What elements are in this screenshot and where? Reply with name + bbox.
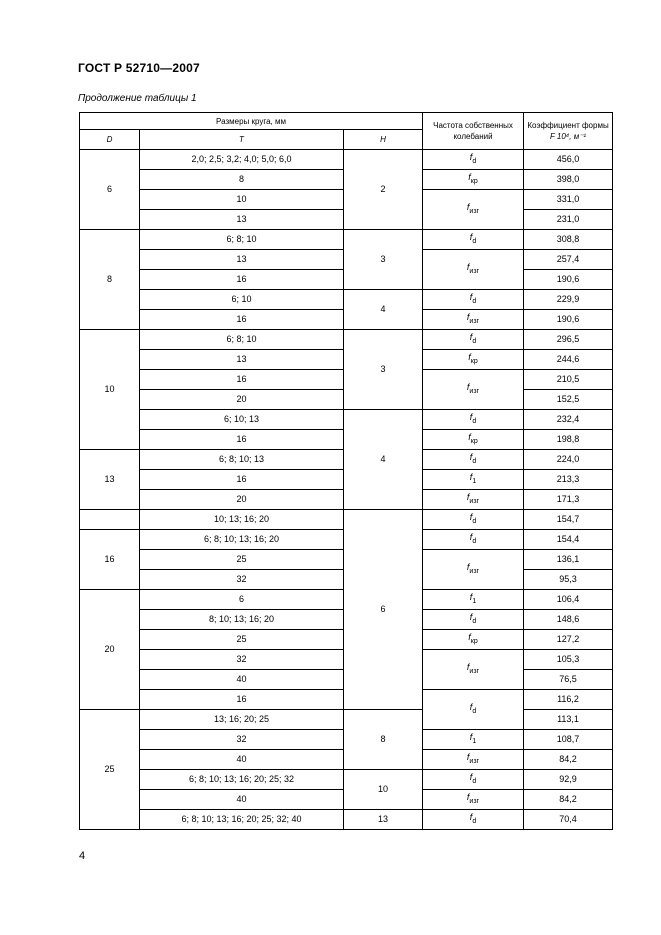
cell-frequency: $f_d$ [423,690,524,730]
cell-frequency: $f_{изг}$ [423,790,524,810]
cell-frequency: $f_{кр}$ [423,170,524,190]
cell-coefficient: 84,2 [524,790,613,810]
cell-coefficient: 152,5 [524,390,613,410]
cell-coefficient: 257,4 [524,250,613,270]
cell-frequency: $f_{изг}$ [423,650,524,690]
cell-coefficient: 105,3 [524,650,613,670]
cell-t: 13 [140,350,344,370]
cell-t: 32 [140,650,344,670]
cell-frequency: $f_{изг}$ [423,550,524,590]
cell-t: 25 [140,550,344,570]
cell-coefficient: 331,0 [524,190,613,210]
cell-coefficient: 127,2 [524,630,613,650]
cell-frequency: $f_d$ [423,230,524,250]
table-row [80,510,613,530]
cell-t: 20 [140,490,344,510]
cell-t: 6; 8; 10; 13; 16; 20; 25; 32 [140,770,344,790]
cell-t: 6; 8; 10 [140,330,344,350]
cell-t: 6; 10; 13 [140,410,344,430]
cell-t: 32 [140,570,344,590]
cell-frequency: $f_d$ [423,410,524,430]
table-row [80,150,613,170]
table-caption: Продолжение таблицы 1 [78,93,197,104]
header-coef-line1: Коэффициент формы [527,121,609,130]
header-coef-line2: F 10⁴, м⁻¹ [549,132,587,141]
cell-t: 13 [140,250,344,270]
cell-coefficient: 171,3 [524,490,613,510]
cell-coefficient: 148,6 [524,610,613,630]
cell-frequency: $f_1$ [423,470,524,490]
cell-frequency: $f_{кр}$ [423,630,524,650]
cell-h: 3 [344,230,423,290]
table-row [80,770,613,790]
cell-d: 25 [80,710,140,830]
cell-t: 16 [140,470,344,490]
header-t: T [140,130,344,150]
cell-t: 16 [140,310,344,330]
cell-coefficient: 84,2 [524,750,613,770]
dimensions-table [79,112,613,830]
cell-h: 10 [344,770,423,810]
cell-frequency: $f_d$ [423,450,524,470]
cell-frequency: $f_{кр}$ [423,430,524,450]
cell-t: 8; 10; 13; 16; 20 [140,610,344,630]
cell-coefficient: 190,6 [524,310,613,330]
cell-d: 13 [80,450,140,510]
cell-h: 4 [344,410,423,510]
cell-h: 13 [344,810,423,830]
cell-t: 16 [140,270,344,290]
cell-frequency: $f_{изг}$ [423,190,524,230]
cell-t: 40 [140,750,344,770]
cell-coefficient: 229,9 [524,290,613,310]
cell-t: 40 [140,670,344,690]
cell-coefficient: 190,6 [524,270,613,290]
cell-h: 2 [344,150,423,230]
cell-t: 6; 8; 10; 13 [140,450,344,470]
header-d: D [80,130,140,150]
cell-frequency: $f_d$ [423,330,524,350]
cell-coefficient: 76,5 [524,670,613,690]
cell-t: 6; 8; 10; 13; 16; 20 [140,530,344,550]
cell-coefficient: 154,7 [524,510,613,530]
cell-frequency: $f_1$ [423,590,524,610]
cell-coefficient: 210,5 [524,370,613,390]
cell-frequency: $f_{изг}$ [423,490,524,510]
cell-coefficient: 224,0 [524,450,613,470]
cell-frequency: $f_d$ [423,510,524,530]
cell-d: 6 [80,150,140,230]
cell-coefficient: 154,4 [524,530,613,550]
cell-h: 6 [344,510,423,710]
header-shape-coefficient [524,113,613,150]
cell-frequency: $f_1$ [423,730,524,750]
cell-d: 10 [80,330,140,450]
cell-coefficient: 398,0 [524,170,613,190]
cell-t: 8 [140,170,344,190]
cell-t: 13 [140,210,344,230]
cell-d: 16 [80,530,140,590]
cell-frequency: $f_{изг}$ [423,370,524,410]
cell-coefficient: 95,3 [524,570,613,590]
cell-t: 16 [140,430,344,450]
cell-coefficient: 116,2 [524,690,613,710]
cell-t: 32 [140,730,344,750]
cell-coefficient: 92,9 [524,770,613,790]
cell-t: 6; 8; 10; 13; 16; 20; 25; 32; 40 [140,810,344,830]
table-row [80,410,613,430]
cell-d: 8 [80,230,140,330]
cell-coefficient: 308,8 [524,230,613,250]
cell-d: 20 [80,590,140,710]
cell-t: 10; 13; 16; 20 [140,510,344,530]
cell-h: 8 [344,710,423,770]
table-row [80,710,613,730]
cell-t: 25 [140,630,344,650]
cell-frequency: $f_d$ [423,530,524,550]
cell-coefficient: 106,4 [524,590,613,610]
cell-t: 10 [140,190,344,210]
header-frequency: Частота собственных колебаний [423,113,524,150]
cell-coefficient: 456,0 [524,150,613,170]
cell-h: 4 [344,290,423,330]
cell-coefficient: 113,1 [524,710,613,730]
cell-frequency: $f_d$ [423,150,524,170]
cell-t: 6; 8; 10 [140,230,344,250]
cell-frequency: $f_d$ [423,770,524,790]
cell-frequency: $f_{изг}$ [423,250,524,290]
table-row [80,230,613,250]
cell-coefficient: 232,4 [524,410,613,430]
cell-frequency: $f_d$ [423,810,524,830]
header-circle-sizes: Размеры круга, мм [80,113,423,130]
cell-frequency: $f_{изг}$ [423,750,524,770]
cell-t: 40 [140,790,344,810]
cell-coefficient: 244,6 [524,350,613,370]
cell-coefficient: 70,4 [524,810,613,830]
cell-t: 16 [140,690,344,710]
cell-frequency: $f_d$ [423,290,524,310]
cell-coefficient: 198,8 [524,430,613,450]
page-number: 4 [79,850,86,862]
cell-t: 6; 10 [140,290,344,310]
cell-coefficient: 213,3 [524,470,613,490]
cell-t: 16 [140,370,344,390]
cell-h: 3 [344,330,423,410]
cell-coefficient: 296,5 [524,330,613,350]
cell-frequency: $f_{изг}$ [423,310,524,330]
cell-coefficient: 136,1 [524,550,613,570]
cell-d [80,510,140,530]
table-row [80,330,613,350]
cell-t: 20 [140,390,344,410]
header-h: H [344,130,423,150]
cell-coefficient: 108,7 [524,730,613,750]
cell-coefficient: 231,0 [524,210,613,230]
table-row [80,810,613,830]
cell-t: 2,0; 2,5; 3,2; 4,0; 5,0; 6,0 [140,150,344,170]
cell-frequency: $f_{кр}$ [423,350,524,370]
table-row [80,290,613,310]
cell-frequency: $f_d$ [423,610,524,630]
cell-t: 13; 16; 20; 25 [140,710,344,730]
cell-t: 6 [140,590,344,610]
document-code: ГОСТ Р 52710—2007 [78,61,200,75]
